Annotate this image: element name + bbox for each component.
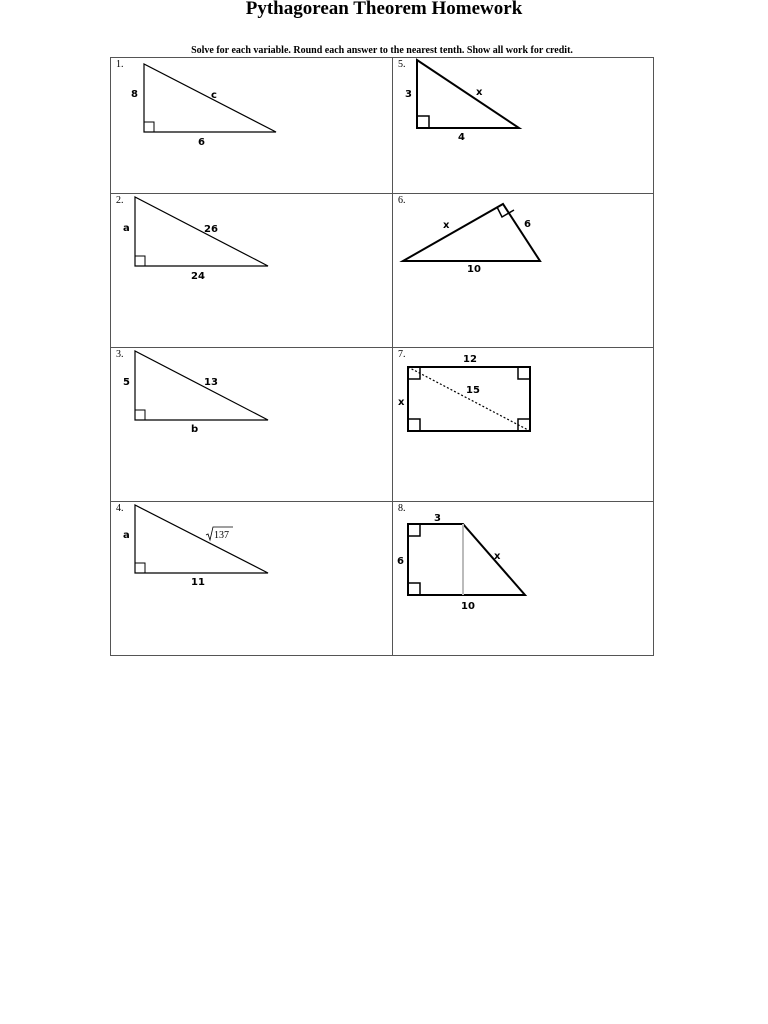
problem-number: 7. [398, 349, 406, 360]
problem-number: 8. [398, 503, 406, 514]
problem-number: 3. [116, 349, 124, 360]
problem-grid [110, 57, 654, 656]
base-label: 6 [198, 137, 205, 148]
page-title: Pythagorean Theorem Homework [245, 0, 523, 19]
problem-8 [393, 502, 675, 656]
base-label: 11 [191, 577, 205, 588]
side-label: 6 [397, 556, 404, 567]
right-triangle-diagram [111, 194, 393, 347]
problem-number: 2. [116, 195, 124, 206]
problem-number: 1. [116, 59, 124, 70]
problem-3 [111, 348, 393, 502]
problem-number: 5. [398, 59, 406, 70]
problem-7 [393, 348, 675, 502]
leg-label: a [123, 530, 130, 541]
base-label: b [191, 424, 199, 435]
leg-label: 8 [131, 89, 138, 100]
trapezoid-diagram [393, 502, 655, 655]
problem-5 [393, 58, 675, 212]
base-label: 24 [191, 271, 205, 282]
problem-2 [111, 194, 393, 348]
hypotenuse-label: x [476, 87, 483, 98]
problem-1 [111, 58, 393, 212]
leg-label: x [443, 220, 450, 231]
problem-4 [111, 502, 393, 656]
leg-label: a [123, 223, 130, 234]
hypotenuse-label: 13 [204, 377, 218, 388]
diagonal-label: 15 [466, 385, 480, 396]
right-triangle-diagram [393, 194, 655, 347]
base-label: 4 [458, 132, 465, 143]
hypotenuse-label: c [211, 90, 217, 101]
problem-6 [393, 194, 675, 348]
problem-number: 6. [398, 195, 406, 206]
problem-number: 4. [116, 503, 124, 514]
right-triangle-diagram [111, 348, 393, 501]
right-triangle-diagram [111, 58, 393, 193]
leg-label: 3 [405, 89, 412, 100]
right-triangle-diagram [393, 58, 655, 193]
hypotenuse-label: 137 [214, 530, 229, 541]
bottom-label: 10 [461, 601, 475, 612]
instructions: Solve for each variable. Round each answer to the nearest tenth. Show all work for credit. [191, 45, 573, 56]
hypotenuse-label: 26 [204, 224, 218, 235]
slant-label: x [494, 551, 501, 562]
hypotenuse-label: 10 [467, 264, 481, 275]
leg-label: 5 [123, 377, 130, 388]
top-label: 12 [463, 354, 477, 365]
rectangle-diagram [393, 348, 655, 501]
right-triangle-diagram [111, 502, 393, 655]
top-label: 3 [434, 513, 441, 524]
side-label: x [398, 397, 405, 408]
leg-label: 6 [524, 219, 531, 230]
